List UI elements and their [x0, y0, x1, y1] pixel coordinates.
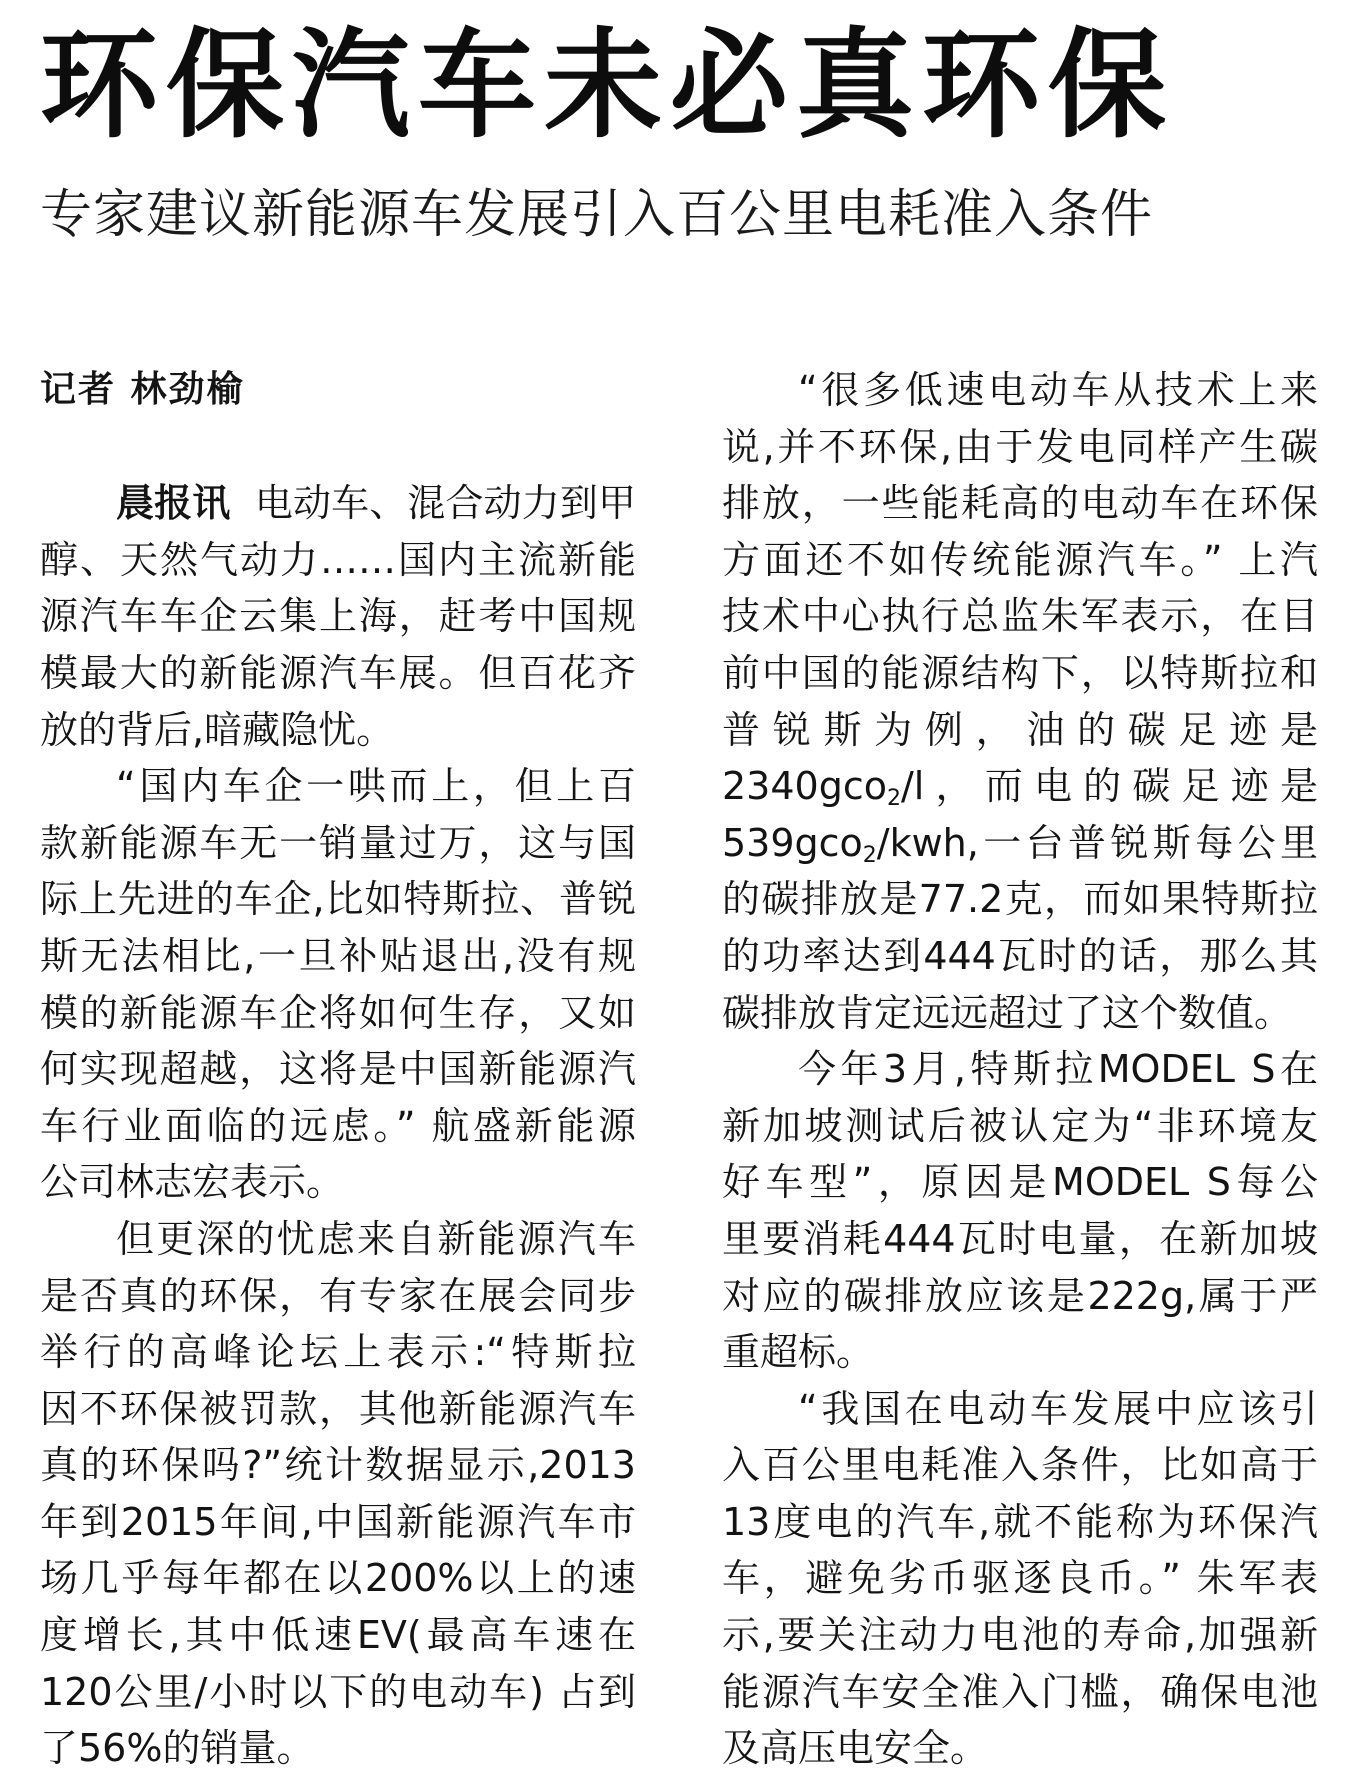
paragraph-line: “很多低速电动车从技术上来	[798, 368, 1318, 412]
paragraph-line: 斯无法相比,一旦补贴退出,没有规	[40, 933, 636, 978]
left-column	[40, 362, 636, 1777]
paragraph-line: 醇、天然气动力……国内主流新能	[40, 537, 636, 582]
paragraph-line: 排放，一些能耗高的电动车在环保	[722, 481, 1318, 526]
paragraph-line: 示,要关注动力电池的寿命,加强新	[722, 1613, 1318, 1658]
headline: 环保汽车未必真环保	[40, 16, 1175, 154]
paragraph-line: “我国在电动车发展中应该引	[798, 1386, 1318, 1431]
subheadline: 专家建议新能源车发展引入百公里电耗准入条件	[40, 185, 1154, 245]
paragraph-line: 里要消耗444瓦时电量，在新加坡	[722, 1216, 1318, 1261]
paragraph-line: 碳排放肯定远远超过了这个数值。	[722, 990, 1293, 1035]
paragraph-line	[40, 475, 636, 532]
carbon-oil-subscript: 2	[886, 786, 901, 812]
paragraph-line: 及高压电安全。	[722, 1726, 989, 1771]
paragraph-line: 举行的高峰论坛上表示:“特斯拉	[40, 1330, 636, 1375]
paragraph-line: 的功率达到444瓦时的话，那么其	[722, 933, 1318, 978]
paragraph-line: 重超标。	[722, 1330, 875, 1375]
paragraph-line: 说,并不环保,由于发电同样产生碳	[722, 424, 1318, 469]
carbon-electric-subscript: 2	[862, 842, 877, 868]
paragraph-line: 方面还不如传统能源汽车。” 上汽	[722, 537, 1318, 582]
byline: 记者 林劲榆	[40, 369, 245, 410]
paragraph-line: 好车型”，原因是MODEL S每公	[722, 1160, 1318, 1205]
carbon-electric-rest: /kwh,一台普锐斯每公里	[876, 820, 1318, 865]
paragraph-line: 了56%的销量。	[40, 1726, 315, 1771]
paragraph-line: 但更深的忧虑来自新能源汽车	[116, 1216, 636, 1261]
paragraph-line: 款新能源车无一销量过万，这与国	[40, 820, 636, 865]
paragraph-line: 源汽车车企云集上海，赶考中国规	[40, 594, 636, 639]
paragraph-line: 今年3月,特斯拉MODEL S在	[798, 1047, 1318, 1092]
right-column	[722, 362, 1318, 1777]
byline-spacer	[40, 419, 636, 476]
paragraph-line: 普锐斯为例，油的碳足迹是	[722, 707, 1318, 752]
paragraph-line: 技术中心执行总监朱军表示，在目	[722, 594, 1318, 639]
paragraph-line: 是否真的环保，有专家在展会同步	[40, 1273, 636, 1318]
paragraph-line: 何实现超越，这将是中国新能源汽	[40, 1047, 636, 1092]
paragraph-line: 公司林志宏表示。	[40, 1160, 345, 1205]
paragraph-line: 前中国的能源结构下，以特斯拉和	[722, 650, 1318, 695]
paragraph-line: 的碳排放是77.2克，而如果特斯拉	[722, 877, 1318, 922]
paragraph-line: 度增长,其中低速EV(最高车速在	[40, 1613, 636, 1658]
paragraph-line: 因不环保被罚款，其他新能源汽车	[40, 1386, 636, 1431]
paragraph-line: 对应的碳排放应该是222g,属于严	[722, 1273, 1318, 1318]
carbon-oil-rest: /l，而电的碳足迹是	[900, 764, 1318, 809]
carbon-footprint-electric-line	[722, 815, 1318, 872]
paragraph-line: 模最大的新能源汽车展。但百花齐	[40, 650, 636, 695]
paragraph-line: 放的背后,暗藏隐忧。	[40, 707, 395, 752]
paragraph-line: 车，避免劣币驱逐良币。” 朱军表	[722, 1556, 1318, 1601]
paragraph-line: 真的环保吗?”统计数据显示,2013	[40, 1443, 636, 1488]
paragraph-line: 能源汽车安全准入门槛，确保电池	[722, 1669, 1318, 1714]
paragraph-line: 际上先进的车企,比如特斯拉、普锐	[40, 877, 636, 922]
carbon-footprint-oil-line	[722, 758, 1318, 815]
paragraph-text: 电动车、混合动力到甲	[254, 481, 636, 526]
paragraph-line: 车行业面临的远虑。” 航盛新能源	[40, 1103, 636, 1148]
carbon-oil-value: 2340gco	[722, 764, 887, 809]
paragraph-line: 13度电的汽车,就不能称为环保汽	[722, 1499, 1318, 1544]
paragraph-line: “国内车企一哄而上，但上百	[116, 764, 636, 809]
carbon-electric-value: 539gco	[722, 820, 863, 865]
paragraph-line: 场几乎每年都在以200%以上的速	[40, 1556, 636, 1601]
paragraph-line: 120公里/小时以下的电动车) 占到	[40, 1669, 636, 1714]
paragraph-line: 年到2015年间,中国新能源汽车市	[40, 1499, 636, 1544]
lead-tag: 晨报讯	[116, 481, 231, 526]
paragraph-line: 新加坡测试后被认定为“非环境友	[722, 1103, 1318, 1148]
paragraph-line: 模的新能源车企将如何生存，又如	[40, 990, 636, 1035]
paragraph-line: 入百公里电耗准入条件，比如高于	[722, 1443, 1318, 1488]
